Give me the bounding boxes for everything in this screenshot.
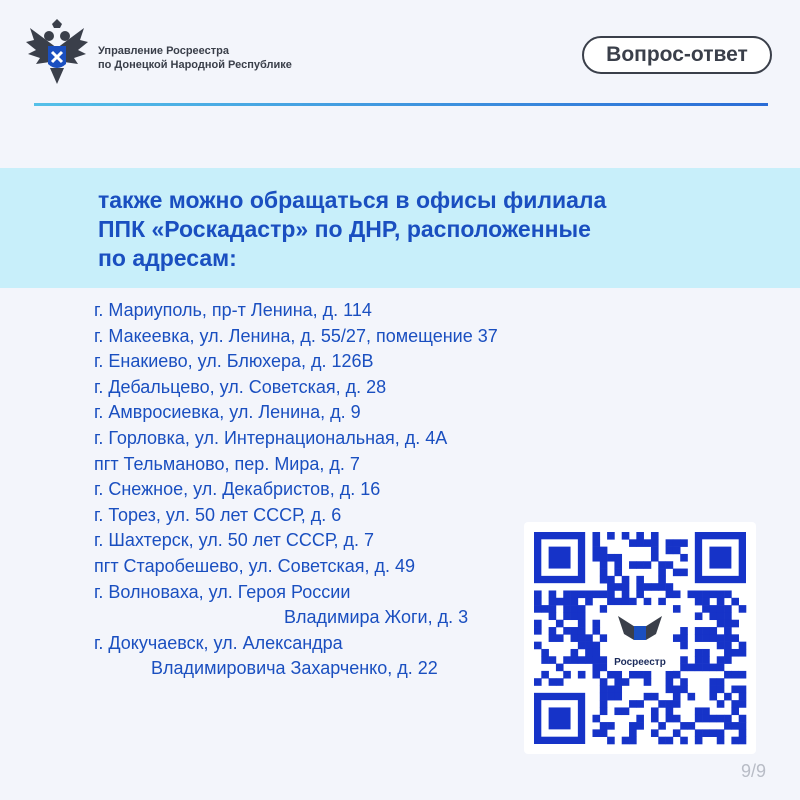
- header: [0, 0, 800, 120]
- address-item: г. Волноваха, ул. Героя России: [94, 581, 351, 602]
- intro-band: [0, 168, 800, 288]
- address-list: [94, 298, 534, 682]
- intro-text: [98, 186, 606, 273]
- rosreestr-eagle-icon: [22, 18, 92, 88]
- org-line-1: Управление Росреестра: [98, 45, 229, 57]
- intro-line-1: также можно обращаться в офисы филиала: [98, 187, 607, 213]
- qa-button[interactable]: Вопрос-ответ: [582, 36, 772, 74]
- qr-logo-text: Росреестр: [614, 656, 666, 668]
- address-item: г. Макеевка, ул. Ленина, д. 55/27, помещение 37: [94, 325, 498, 346]
- page-indicator: 9/9: [740, 761, 766, 781]
- address-item: г. Енакиево, ул. Блюхера, д. 126В: [94, 351, 374, 372]
- address-item: г. Горловка, ул. Интернациональная, д. 4А: [94, 427, 448, 448]
- org-line-2: по Донецкой Народной Республике: [98, 59, 292, 71]
- intro-line-3: по адресам:: [98, 245, 237, 271]
- address-item: г. Шахтерск, ул. 50 лет СССР, д. 7: [94, 530, 375, 551]
- intro-line-2: ППК «Роскадастр» по ДНР, расположенные: [98, 216, 591, 242]
- qr-code[interactable]: [524, 522, 756, 754]
- address-item-continuation: Владимировича Захарченко, д. 22: [151, 658, 438, 679]
- address-item: г. Торез, ул. 50 лет СССР, д. 6: [94, 504, 342, 525]
- address-item: г. Докучаевск, ул. Александра: [94, 632, 343, 653]
- address-item: пгт Тельманово, пер. Мира, д. 7: [94, 453, 360, 474]
- address-item: г. Мариуполь, пр-т Ленина, д. 114: [94, 300, 372, 320]
- qr-code-icon: [524, 522, 756, 754]
- address-item-continuation: Владимира Жоги, д. 3: [284, 607, 469, 628]
- organization-name: [98, 44, 292, 72]
- address-item: г. Снежное, ул. Декабристов, д. 16: [94, 479, 381, 500]
- address-item: пгт Старобешево, ул. Советская, д. 49: [94, 555, 416, 576]
- address-item: г. Дебальцево, ул. Советская, д. 28: [94, 376, 387, 397]
- address-item: г. Амвросиевка, ул. Ленина, д. 9: [94, 402, 361, 423]
- header-divider: [34, 103, 768, 106]
